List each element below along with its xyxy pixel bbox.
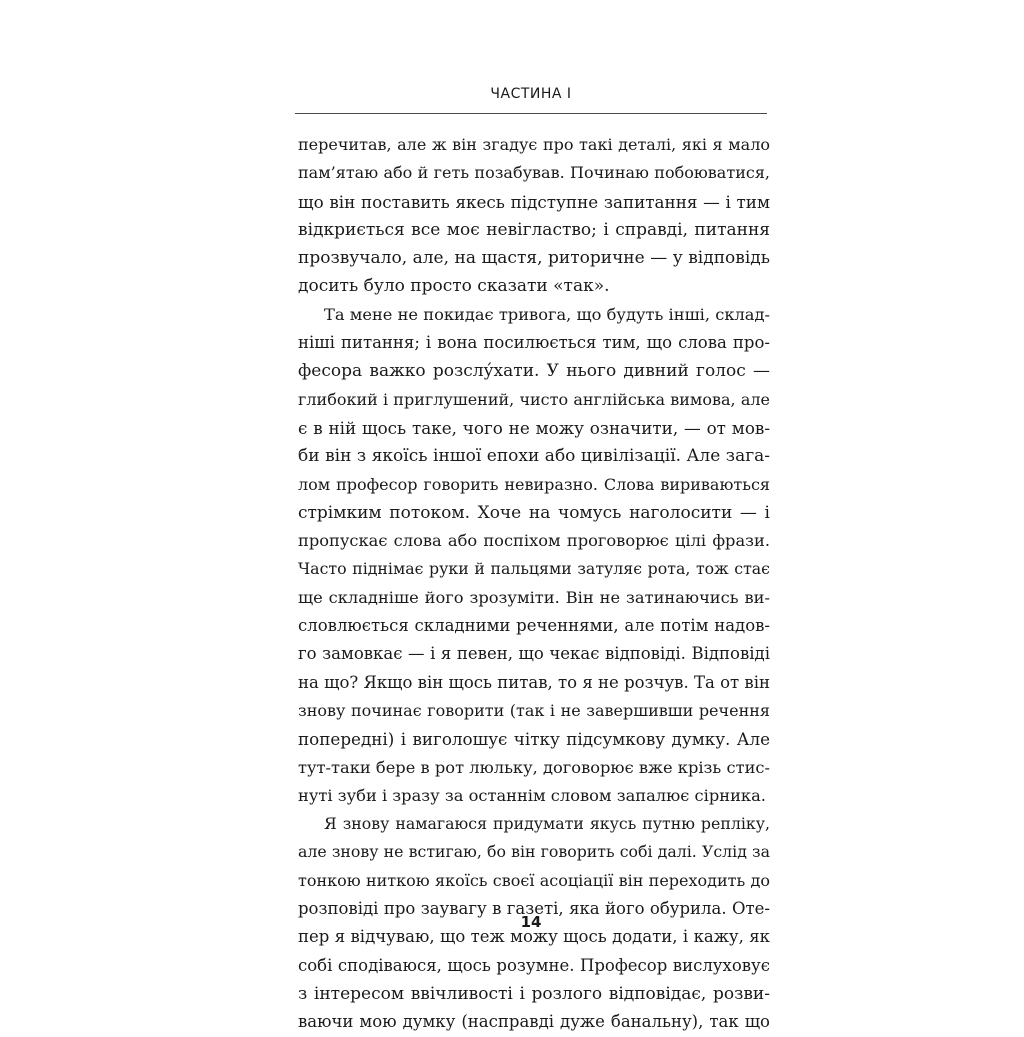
text-line: з інтересом ввічливості і розлого відповідає, розви-: [298, 983, 770, 1004]
text-line: розповіді про заувагу в газеті, яка його обурила. Оте-: [298, 899, 770, 919]
text-line: нуті зуби і зразу за останнім словом запалює сірника.: [298, 785, 766, 805]
text-line: фесора важко розслу́хати. У нього дивний голос —: [298, 361, 770, 382]
text-line: попередні) і виголошує чітку підсумкову думку. Але: [298, 729, 770, 750]
body-text: [298, 131, 770, 1037]
text-line: ще складніше його зрозуміти. Він не затинаючись ви-: [298, 587, 770, 607]
text-line: тут-таки бере в рот люльку, договорює вже крізь стис-: [298, 757, 770, 777]
running-header: ЧАСТИНА І: [490, 86, 572, 102]
text-line: прозвучало, але, на щастя, риторичне — у відповідь: [298, 248, 770, 269]
header-rule: [295, 113, 767, 114]
page-number: 14: [520, 913, 542, 931]
text-line: тонкою ниткою якоїсь своєї асоціації він переходить до: [298, 870, 770, 890]
text-line: що він поставить якесь підступне запитання — і тим: [298, 191, 770, 212]
text-line: Та мене не покидає тривога, що будуть інші, склад-: [324, 304, 770, 324]
text-line: собі сподіваюся, щось розумне. Професор вислуховує: [298, 955, 770, 975]
text-line: Я знову намагаюся придумати якусь путню репліку,: [324, 814, 770, 834]
text-line: Часто піднімає руки й пальцями затуляє рота, тож стає: [298, 559, 770, 579]
text-line: на що? Якщо він щось питав, то я не розчув. Та от він: [298, 672, 770, 692]
text-line: відкриється все моє невігластво; і справді, питання: [298, 219, 770, 240]
text-line: пропускає слова або поспіхом проговорює цілі фрази.: [298, 531, 770, 551]
text-line: знову починає говорити (так і не завершивши речення: [298, 700, 770, 720]
text-line: го замовкає — і я певен, що чекає відповіді. Відповіді: [298, 644, 770, 664]
text-line: ніші питання; і вона посилюється тим, що слова про-: [298, 333, 770, 353]
text-line: пам’ятаю або й геть позабував. Починаю побоюватися,: [298, 163, 770, 183]
text-line: ваючи мою думку (насправді дуже банальну), так що: [298, 1012, 770, 1032]
text-line: би він з якоїсь іншої епохи або цивілізації. Але зага-: [298, 446, 770, 467]
text-line: стрімким потоком. Хоче на чомусь наголосити — і: [298, 502, 770, 523]
text-line: лом професор говорить невиразно. Слова вириваються: [298, 474, 770, 494]
text-line: словлюється складними реченнями, але потім надов-: [298, 616, 770, 636]
text-line: пер я відчуваю, що теж можу щось додати, і кажу, як: [298, 927, 770, 947]
text-line: перечитав, але ж він згадує про такі деталі, які я мало: [298, 135, 770, 154]
text-line: досить було просто сказати «так».: [298, 276, 610, 297]
text-line: глибокий і приглушений, чисто англійська вимова, але: [298, 389, 770, 409]
text-line: є в ній щось таке, чого не можу означити, — от мов-: [298, 417, 770, 438]
text-line: але знову не встигаю, бо він говорить собі далі. Услід за: [298, 842, 770, 862]
